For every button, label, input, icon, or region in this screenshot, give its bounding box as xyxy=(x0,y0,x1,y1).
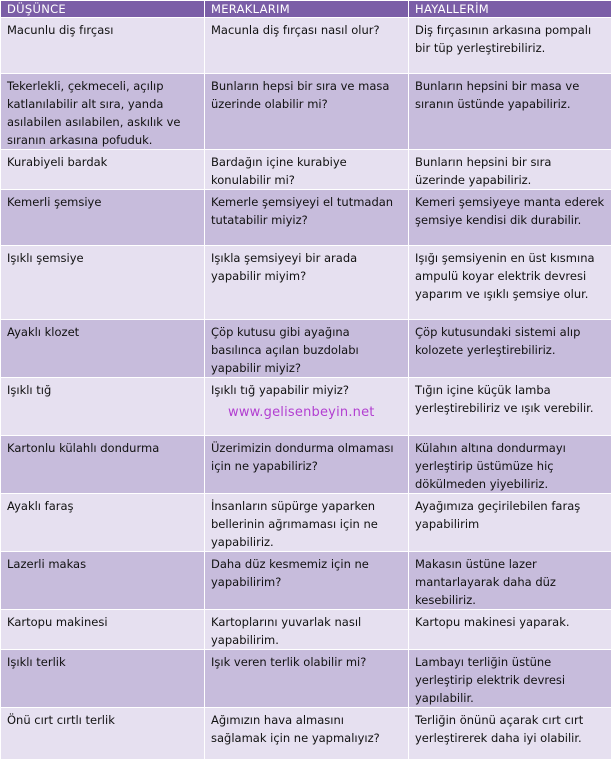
cell-hayal: Işığı şemsiyenin en üst kısmına ampulü koyar elektrik devresi yaparım ve ışıklı şemsiye olur. xyxy=(409,246,611,320)
table-row xyxy=(1,610,611,650)
cell-dusunce: Önü cırt cırtlı terlik xyxy=(1,708,205,759)
cell-hayal: Kartopu makinesi yaparak. xyxy=(409,610,611,650)
table-row xyxy=(1,190,611,246)
cell-dusunce: Lazerli makas xyxy=(1,552,205,610)
cell-hayal: Çöp kutusundaki sistemi alıp kolozete yerleştirebiliriz. xyxy=(409,320,611,378)
cell-dusunce: Ayaklı faraş xyxy=(1,494,205,552)
table-row xyxy=(1,552,611,610)
cell-merak: Üzerimizin dondurma olmaması için ne yapabiliriz? xyxy=(205,436,409,494)
cell-dusunce: Işıklı terlik xyxy=(1,650,205,708)
cell-dusunce: Kemerli şemsiye xyxy=(1,190,205,246)
cell-hayal: Tığın içine küçük lamba yerleştirebiliriz ve ışık verebilir. xyxy=(409,378,611,436)
table-row xyxy=(1,320,611,378)
cell-merak: Kartoplarını yuvarlak nasıl yapabilirim. xyxy=(205,610,409,650)
cell-merak: Bardağın içine kurabiye konulabilir mi? xyxy=(205,150,409,190)
cell-hayal: Bunların hepsini bir sıra üzerinde yapabiliriz. xyxy=(409,150,611,190)
cell-merak: Daha düz kesmemiz için ne yapabilirim? xyxy=(205,552,409,610)
cell-merak: Işıklı tığ yapabilir miyiz? xyxy=(205,378,409,436)
cell-merak: Işıkla şemsiyeyi bir arada yapabilir miyim? xyxy=(205,246,409,320)
table-row xyxy=(1,150,611,190)
header-dusunce: DÜŞÜNCE xyxy=(1,1,205,18)
cell-hayal: Kemeri şemsiyeye manta ederek şemsiye kendisi dik durabilir. xyxy=(409,190,611,246)
header-row xyxy=(1,1,611,18)
cell-merak: İnsanların süpürge yaparken bellerinin ağrımaması için ne yapabiliriz. xyxy=(205,494,409,552)
table-row xyxy=(1,436,611,494)
cell-hayal: Terliğin önünü açarak cırt cırt yerleştirerek daha iyi olabilir. xyxy=(409,708,611,759)
cell-hayal: Külahın altına dondurmayı yerleştirip üstümüze hiç dökülmeden yiyebiliriz. xyxy=(409,436,611,494)
table-row xyxy=(1,494,611,552)
watermark-text: www.gelisenbeyin.net xyxy=(228,405,375,420)
header-meraklarim: MERAKLARIM xyxy=(205,1,409,18)
cell-hayal: Bunların hepsini bir masa ve sıranın üstünde yapabiliriz. xyxy=(409,74,611,150)
cell-hayal: Diş fırçasının arkasına pompalı bir tüp yerleştirebiliriz. xyxy=(409,18,611,74)
cell-hayal: Lambayı terliğin üstüne yerleştirip elektrik devresi yapılabilir. xyxy=(409,650,611,708)
cell-dusunce: Kartonlu külahlı dondurma xyxy=(1,436,205,494)
cell-merak: Macunla diş fırçası nasıl olur? xyxy=(205,18,409,74)
table-row xyxy=(1,18,611,74)
cell-merak: Çöp kutusu gibi ayağına basılınca açılan buzdolabı yapabilir miyiz? xyxy=(205,320,409,378)
cell-dusunce: Kurabiyeli bardak xyxy=(1,150,205,190)
table-row xyxy=(1,708,611,759)
cell-merak: Ağımızın hava almasını sağlamak için ne yapmalıyız? xyxy=(205,708,409,759)
cell-dusunce: Kartopu makinesi xyxy=(1,610,205,650)
table-row xyxy=(1,246,611,320)
cell-dusunce: Macunlu diş fırçası xyxy=(1,18,205,74)
cell-merak: Bunların hepsi bir sıra ve masa üzerinde olabilir mi? xyxy=(205,74,409,150)
cell-dusunce: Işıklı tığ xyxy=(1,378,205,436)
cell-merak: Kemerle şemsiyeyi el tutmadan tutatabilir miyiz? xyxy=(205,190,409,246)
table-row xyxy=(1,74,611,150)
table-row xyxy=(1,650,611,708)
cell-dusunce: Ayaklı klozet xyxy=(1,320,205,378)
header-hayallerim: HAYALLERİM xyxy=(409,1,611,18)
cell-dusunce: Tekerlekli, çekmeceli, açılıp katlanılabilir alt sıra, yanda asılabilen asılabilen, askılık ve sıranın arkasına pofuduk. xyxy=(1,74,205,150)
cell-hayal: Ayağımıza geçirilebilen faraş yapabilirim xyxy=(409,494,611,552)
cell-hayal: Makasın üstüne lazer mantarlayarak daha düz kesebiliriz. xyxy=(409,552,611,610)
cell-merak: Işık veren terlik olabilir mi? xyxy=(205,650,409,708)
cell-dusunce: Işıklı şemsiye xyxy=(1,246,205,320)
